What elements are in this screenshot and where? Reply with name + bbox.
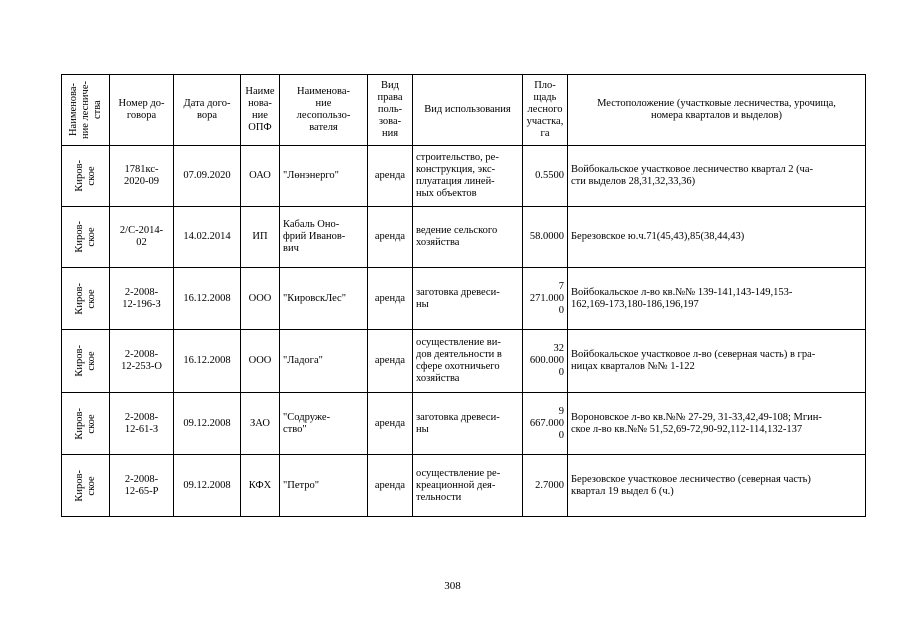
use-type-cell: осуществление ви- дов деятельности в сфере охотничьего хозяйства <box>413 330 523 393</box>
opf-cell: КФХ <box>241 455 280 517</box>
forestry-cell: Киров- ское <box>62 268 110 330</box>
use-type-cell: заготовка древеси- ны <box>413 393 523 455</box>
contract-date-cell: 09.12.2008 <box>174 455 241 517</box>
header-forestry: Наименова- ние лесниче- ства <box>62 75 110 146</box>
forestry-cell: Киров- ское <box>62 455 110 517</box>
opf-cell: ЗАО <box>241 393 280 455</box>
right-type-cell: аренда <box>368 146 413 207</box>
location-cell: Войбокальское л-во кв.№№ 139-141,143-149,153- 162,169-173,180-186,196,197 <box>568 268 866 330</box>
header-use-type: Вид использования <box>413 75 523 146</box>
table-row <box>62 330 866 393</box>
header-location: Местоположение (участковые лесничества, урочища, номера кварталов и выделов) <box>568 75 866 146</box>
right-type-cell: аренда <box>368 393 413 455</box>
right-type-cell: аренда <box>368 207 413 268</box>
page-number: 308 <box>444 580 461 592</box>
table-row <box>62 146 866 207</box>
contract-number-cell: 2/С-2014- 02 <box>110 207 174 268</box>
location-cell: Войбокальское участковое л-во (северная часть) в гра- ницах кварталов №№ 1-122 <box>568 330 866 393</box>
header-opf: Наиме нова- ние ОПФ <box>241 75 280 146</box>
lease-register-table <box>61 74 866 517</box>
opf-cell: ООО <box>241 330 280 393</box>
opf-cell: ООО <box>241 268 280 330</box>
area-cell: 7 271.000 0 <box>523 268 568 330</box>
area-cell: 0.5500 <box>523 146 568 207</box>
forestry-cell: Киров- ское <box>62 330 110 393</box>
location-cell: Березовское участковое лесничество (северная часть) квартал 19 выдел 6 (ч.) <box>568 455 866 517</box>
area-cell: 2.7000 <box>523 455 568 517</box>
use-type-cell: ведение сельского хозяйства <box>413 207 523 268</box>
table-row <box>62 268 866 330</box>
contract-number-cell: 1781кс- 2020-09 <box>110 146 174 207</box>
right-type-cell: аренда <box>368 455 413 517</box>
location-cell: Березовское ю.ч.71(45,43),85(38,44,43) <box>568 207 866 268</box>
user-name-cell: Кабаль Оно- фрий Иванов- вич <box>280 207 368 268</box>
user-name-cell: "Петро" <box>280 455 368 517</box>
contract-date-cell: 07.09.2020 <box>174 146 241 207</box>
header-area: Пло- щадь лесного участка, га <box>523 75 568 146</box>
contract-number-cell: 2-2008- 12-65-Р <box>110 455 174 517</box>
header-row <box>62 75 866 146</box>
contract-date-cell: 09.12.2008 <box>174 393 241 455</box>
header-user-name: Наименова- ние лесопользо- вателя <box>280 75 368 146</box>
contract-date-cell: 14.02.2014 <box>174 207 241 268</box>
area-cell: 9 667.000 0 <box>523 393 568 455</box>
header-right-type: Вид права поль- зова- ния <box>368 75 413 146</box>
contract-number-cell: 2-2008- 12-196-З <box>110 268 174 330</box>
use-type-cell: заготовка древеси- ны <box>413 268 523 330</box>
area-cell: 32 600.000 0 <box>523 330 568 393</box>
user-name-cell: "Лөнэнерго" <box>280 146 368 207</box>
forestry-cell: Киров- ское <box>62 207 110 268</box>
table-row <box>62 455 866 517</box>
table-row <box>62 207 866 268</box>
location-cell: Вороновское л-во кв.№№ 27-29, 31-33,42,49-108; Мгин- ское л-во кв.№№ 51,52,69-72,90-92,112-114,132-137 <box>568 393 866 455</box>
contract-number-cell: 2-2008- 12-61-З <box>110 393 174 455</box>
use-type-cell: строительство, ре- конструкция, экс- плуатация линей- ных объектов <box>413 146 523 207</box>
right-type-cell: аренда <box>368 268 413 330</box>
area-cell: 58.0000 <box>523 207 568 268</box>
header-contract-date: Дата дого- вора <box>174 75 241 146</box>
forestry-cell: Киров- ское <box>62 393 110 455</box>
opf-cell: ИП <box>241 207 280 268</box>
user-name-cell: "КировскЛес" <box>280 268 368 330</box>
table-row <box>62 393 866 455</box>
opf-cell: ОАО <box>241 146 280 207</box>
location-cell: Войбокальское участковое лесничество квартал 2 (ча- сти выделов 28,31,32,33,36) <box>568 146 866 207</box>
user-name-cell: "Ладога" <box>280 330 368 393</box>
contract-date-cell: 16.12.2008 <box>174 268 241 330</box>
header-contract-number: Номер до- говора <box>110 75 174 146</box>
forestry-cell: Киров- ское <box>62 146 110 207</box>
use-type-cell: осуществление ре- креационной дея- тельности <box>413 455 523 517</box>
contract-number-cell: 2-2008- 12-253-О <box>110 330 174 393</box>
contract-date-cell: 16.12.2008 <box>174 330 241 393</box>
user-name-cell: "Содруже- ство" <box>280 393 368 455</box>
right-type-cell: аренда <box>368 330 413 393</box>
